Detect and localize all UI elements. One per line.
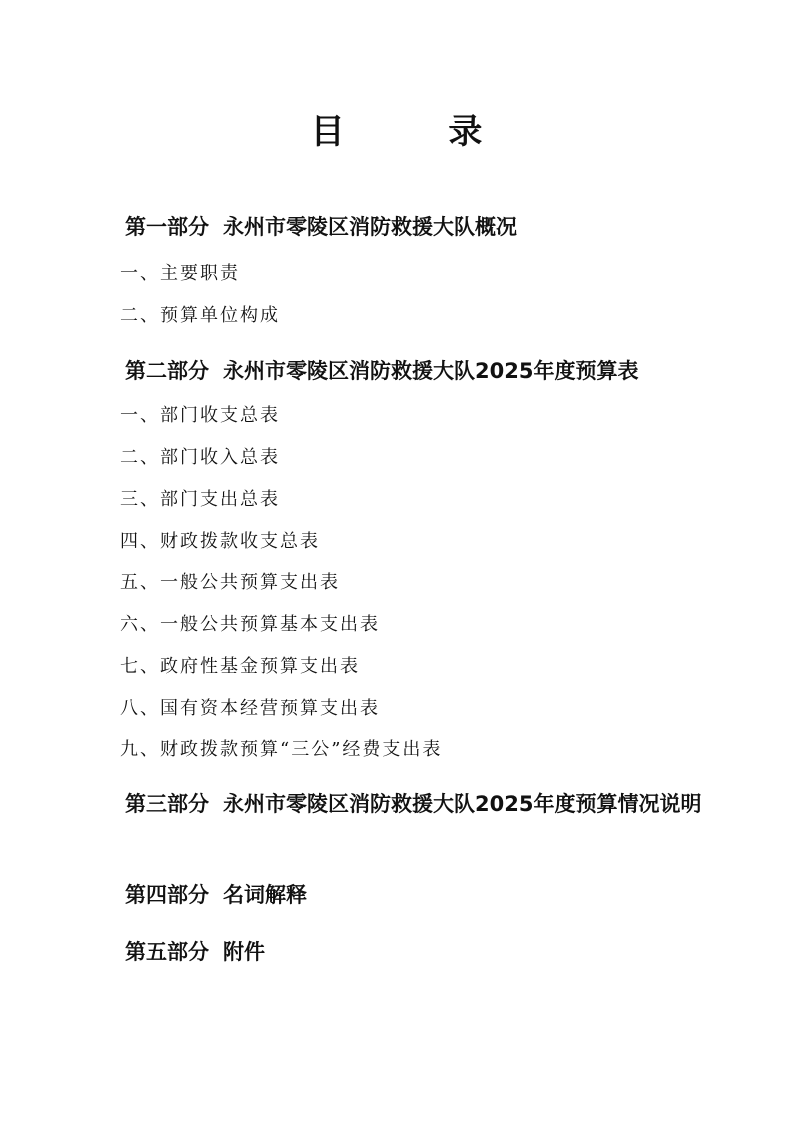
- part-2-text: 永州市零陵区消防救援大队2025年度预算表: [223, 359, 639, 383]
- part-2-item-5: 五、一般公共预算支出表: [120, 572, 340, 593]
- part-4-text: 名词解释: [223, 883, 307, 907]
- part-2-item-3: 三、部门支出总表: [120, 489, 280, 510]
- part-2-item-2: 二、部门收入总表: [120, 447, 280, 468]
- part-3-heading: [78, 788, 728, 821]
- part-2-label: 第二部分: [125, 359, 209, 383]
- part-5-label: 第五部分: [125, 940, 209, 964]
- part-2-item-1: 一、部门收支总表: [120, 405, 280, 426]
- part-5-heading: [125, 936, 265, 966]
- part-2-item-6: 六、一般公共预算基本支出表: [120, 614, 380, 635]
- page-title: 目 录: [310, 112, 529, 152]
- part-1-heading: [125, 211, 517, 241]
- part-2-heading: [125, 355, 638, 385]
- part-4-heading: [125, 879, 307, 909]
- part-1-label: 第一部分: [125, 215, 209, 239]
- part-2-item-9: 九、财政拨款预算“三公”经费支出表: [120, 739, 443, 760]
- part-1-item-1: 一、主要职责: [120, 263, 240, 284]
- part-2-item-4: 四、财政拨款收支总表: [120, 531, 320, 552]
- part-2-item-8: 八、国有资本经营预算支出表: [120, 698, 380, 719]
- part-4-label: 第四部分: [125, 883, 209, 907]
- part-5-text: 附件: [223, 940, 265, 964]
- part-2-item-7: 七、政府性基金预算支出表: [120, 656, 360, 677]
- part-1-text: 永州市零陵区消防救援大队概况: [223, 215, 517, 239]
- part-3-text: 永州市零陵区消防救援大队2025年度预算情况说明: [223, 792, 702, 816]
- part-3-label: 第三部分: [125, 792, 209, 816]
- part-1-item-2: 二、预算单位构成: [120, 305, 280, 326]
